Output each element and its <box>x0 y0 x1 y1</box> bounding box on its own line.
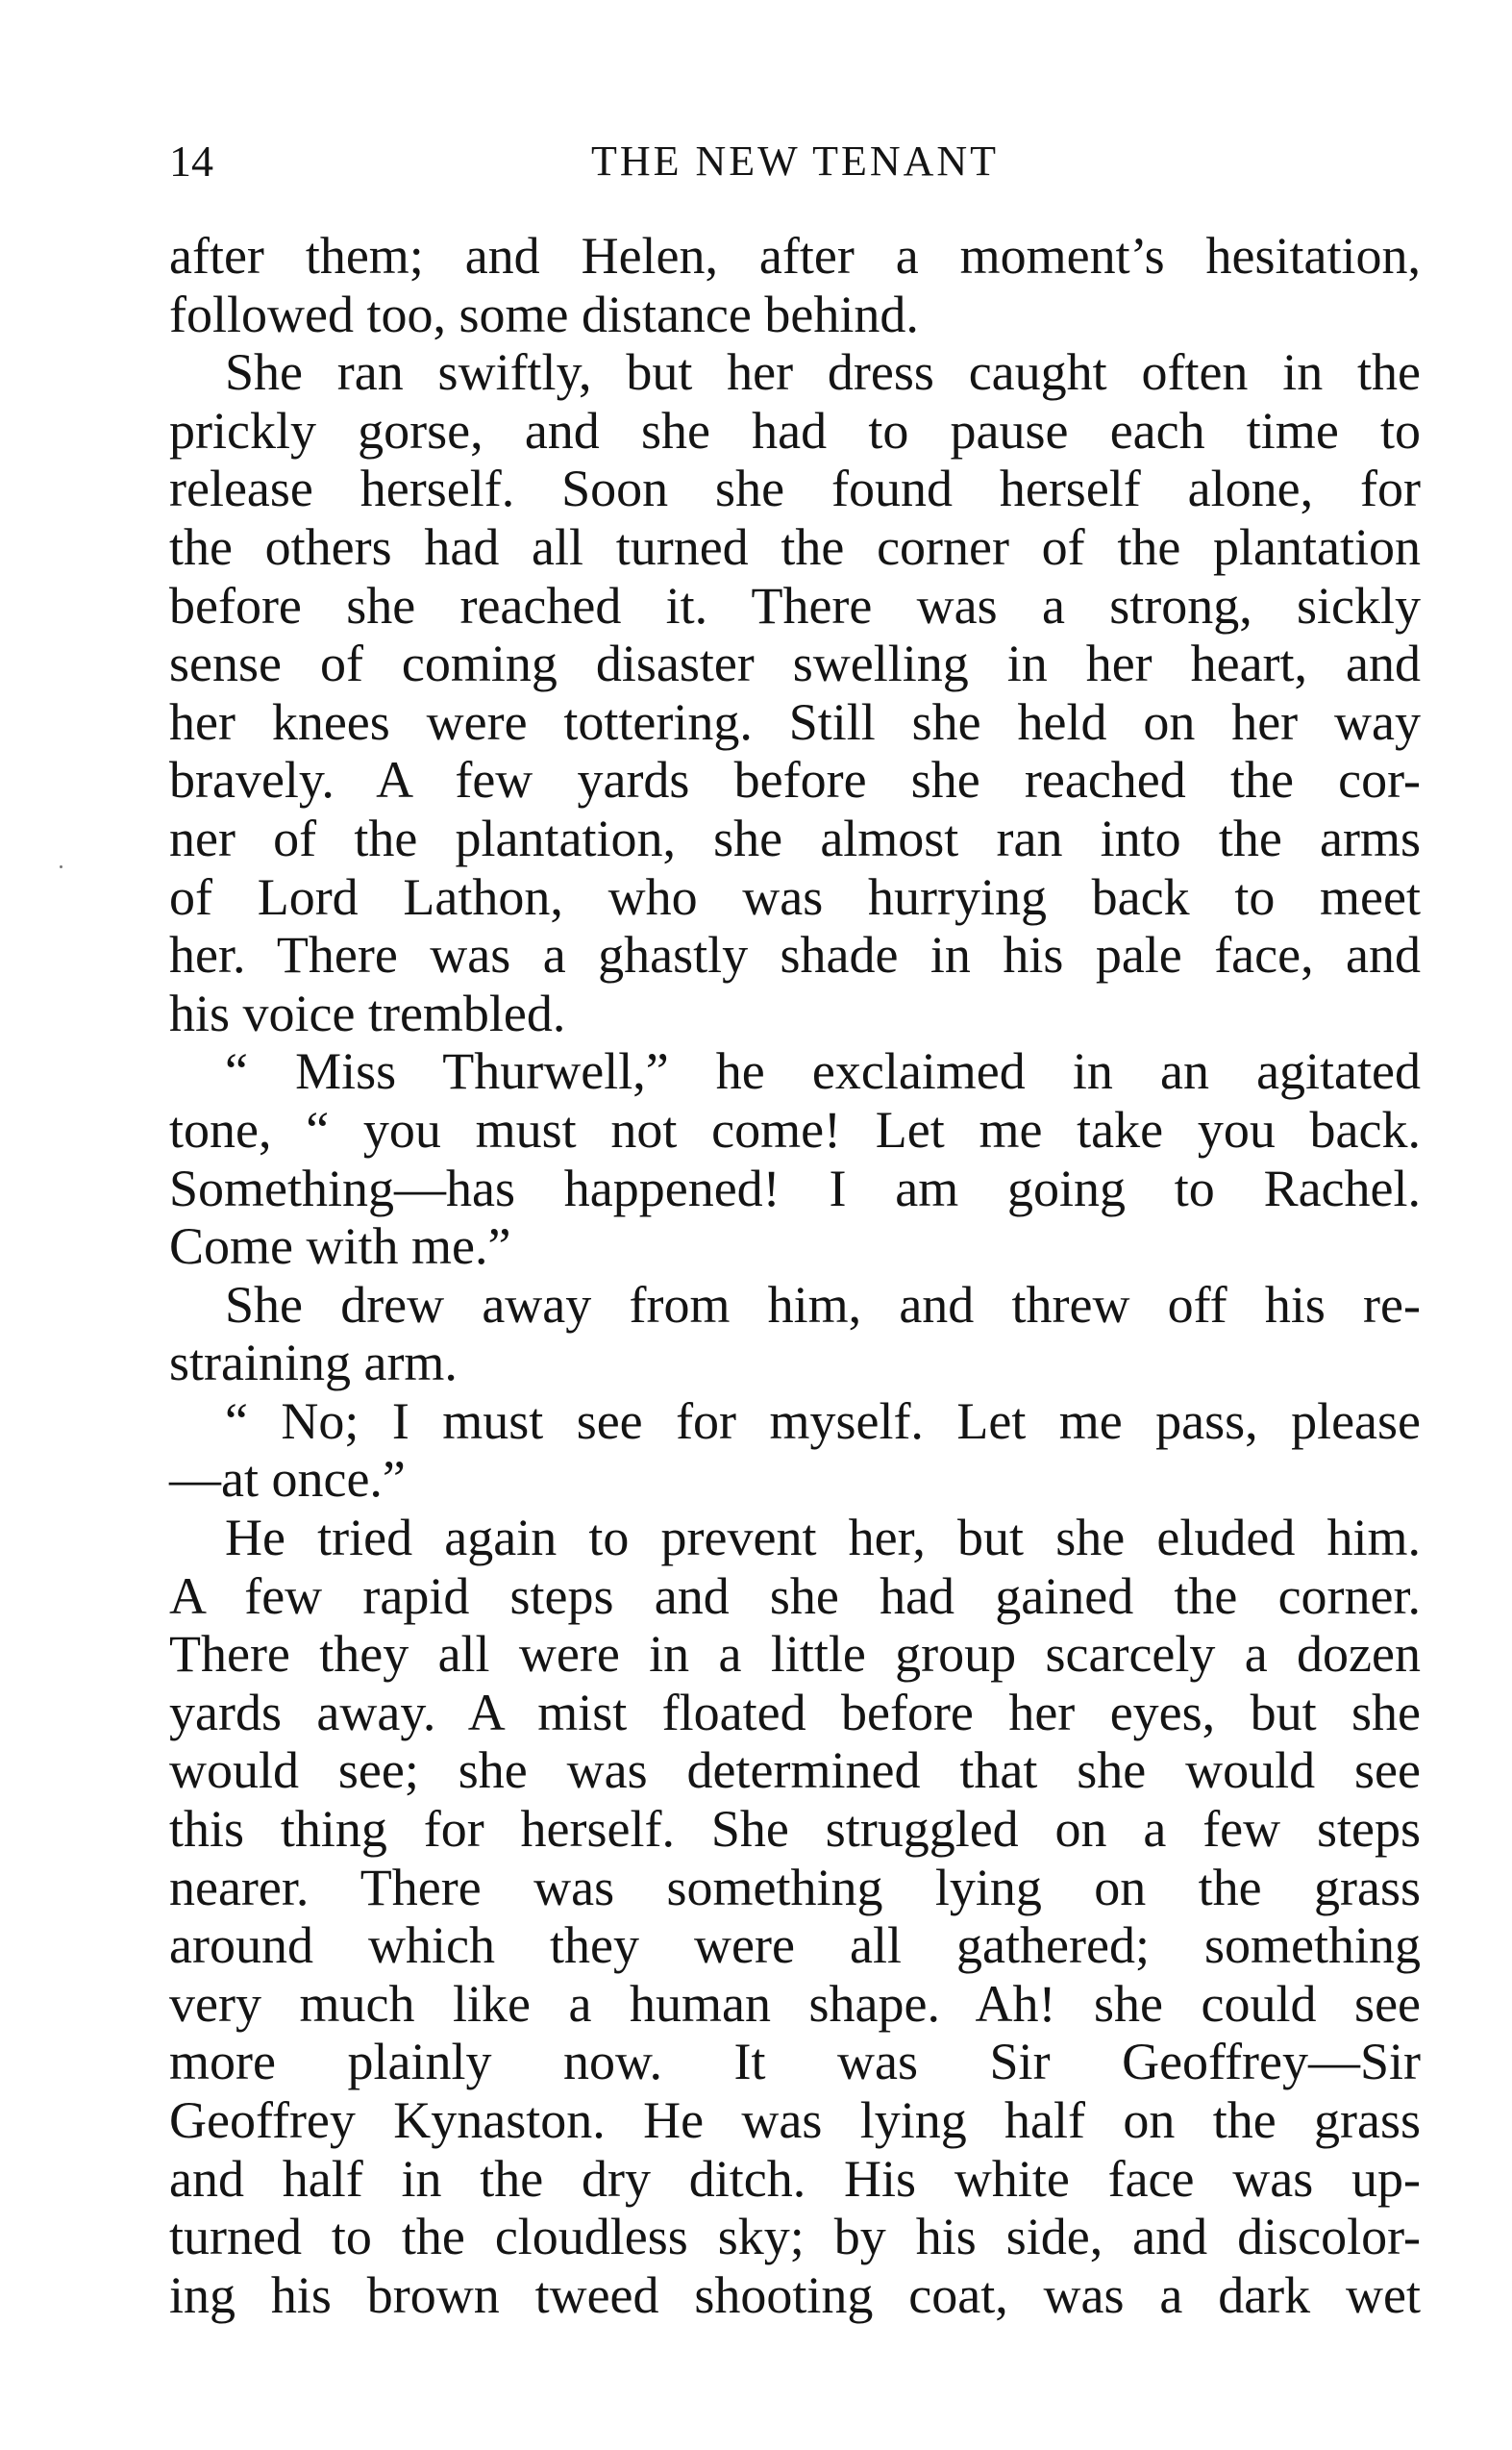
text-line: his voice trembled. <box>169 984 566 1042</box>
text-line: “ No; I must see for myself. Let me pass, please <box>225 1391 1421 1450</box>
text-line: more plainly now. It was Sir Geoffrey—Sir <box>169 2033 1421 2091</box>
text-line: bravely. A few yards before she reached the cor- <box>169 751 1421 810</box>
text-line: turned to the cloudless sky; by his side, and discolor- <box>169 2208 1421 2266</box>
text-line: around which they were all gathered; something <box>169 1916 1421 1975</box>
text-line: would see; she was determined that she would see <box>169 1741 1421 1800</box>
text-line: prickly gorse, and she had to pause each time to <box>169 401 1421 460</box>
running-title: THE NEW TENANT <box>590 138 1000 185</box>
text-line: this thing for herself. She struggled on a few steps <box>169 1800 1421 1859</box>
text-line: Something—has happened! I am going to Rachel. <box>169 1159 1421 1217</box>
text-line: before she reached it. There was a strong, sickly <box>169 576 1421 635</box>
text-line: her. There was a ghastly shade in his pale face, and <box>169 926 1421 985</box>
text-line: and half in the dry ditch. His white face was up- <box>169 2149 1421 2208</box>
text-line: yards away. A mist floated before her eyes, but she <box>169 1683 1421 1741</box>
text-line: ner of the plantation, she almost ran into the arms <box>169 809 1421 867</box>
text-line: nearer. There was something lying on the grass <box>169 1858 1421 1916</box>
page-speck <box>60 865 62 868</box>
text-line: tone, “ you must not come! Let me take you back. <box>169 1100 1421 1159</box>
text-line: Geoffrey Kynaston. He was lying half on the grass <box>169 2091 1421 2149</box>
text-line: after them; and Helen, after a moment’s hesitation, <box>169 227 1421 285</box>
text-line: her knees were tottering. Still she held on her way <box>169 692 1421 751</box>
body-text <box>169 227 1421 2324</box>
page-number: 14 <box>169 137 213 186</box>
text-line: Come with me.” <box>169 1217 511 1276</box>
text-line: “ Miss Thurwell,” he exclaimed in an agitated <box>225 1042 1421 1101</box>
running-header <box>169 135 1421 188</box>
text-line: A few rapid steps and she had gained the corner. <box>169 1566 1421 1625</box>
text-line: release herself. Soon she found herself alone, for <box>169 460 1421 518</box>
text-line: ing his brown tweed shooting coat, was a dark wet <box>169 2265 1421 2324</box>
text-line: the others had all turned the corner of the plantation <box>169 517 1421 576</box>
text-line: She ran swiftly, but her dress caught often in the <box>225 343 1421 402</box>
text-line: He tried again to prevent her, but she eluded him. <box>225 1509 1421 1567</box>
text-line: straining arm. <box>169 1334 458 1392</box>
text-line: sense of coming disaster swelling in her heart, and <box>169 635 1421 693</box>
text-line: of Lord Lathon, who was hurrying back to meet <box>169 867 1421 926</box>
text-line: followed too, some distance behind. <box>169 285 919 343</box>
text-line: She drew away from him, and threw off his re- <box>225 1275 1421 1334</box>
text-line: very much like a human shape. Ah! she could see <box>169 1974 1421 2033</box>
text-line: —at once.” <box>169 1450 406 1509</box>
text-line: There they all were in a little group scarcely a dozen <box>169 1625 1421 1684</box>
